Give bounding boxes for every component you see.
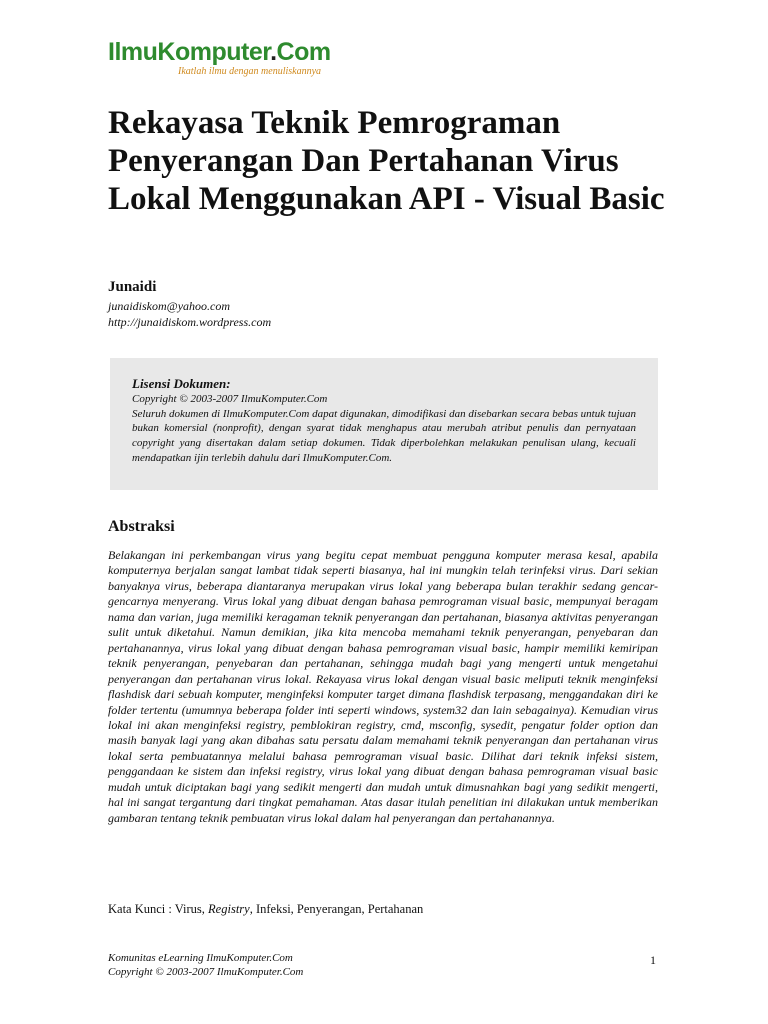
abstract-heading: Abstraksi bbox=[108, 518, 175, 535]
logo-wordmark bbox=[108, 38, 331, 66]
author-email: junaidiskom@yahoo.com bbox=[108, 299, 231, 313]
abstract-text: Belakangan ini perkembangan virus yang begitu cepat membuat pengguna komputer merasa kesal, apabila komputernya berjalan sangat lambat tidak seperti biasanya, hal ini mungkin telah terinfeksi virus. Dari sekian banyaknya virus, beberapa diantaranya merupakan virus lokal yang beberapa bulan terakhir sedang gencar-gencarnya menyerang. Virus lokal yang dibuat dengan bahasa pemrograman visual basic, mempunyai beragam nama dan varian, juga memiliki keragaman teknik penyerangan dan pertahanan, biasanya aktivitas penyerangan sulit untuk diketahui. Namun demikian, jika kita mencoba memahami teknik penyerangan, penyebaran dan pertahanannya, virus lokal yang dibuat dengan bahasa pemrograman visual basic, hampir memiliki kemiripan teknik penyerangan, penyebaran dan pertahanan, sehingga mudah bagi yang mengerti untuk mengetahui penyerangan dan pertahanan virus lokal. Rekayasa virus lokal dengan visual basic meliputi teknik menginfeksi flashdisk dari sebuah komputer, menginfeksi komputer target dimana flashdisk terpasang, menggandakan diri ke folder tertentu (umumnya beberapa folder inti seperti windows, system32 dan lain sebagainya). Kemudian virus lokal ini akan menginfeksi registry, pemblokiran registry, cmd, msconfig, sysedit, pengatur folder option dan masih banyak lagi yang akan dibahas satu persatu dalam memahami teknik penyerangan dan pertahanan virus lokal serta pembuatannya melalui bahasa pemrograman visual basic. Dilihat dari teknik infeksi sistem, penggandaan ke sistem dan infeksi registry, virus lokal yang dibuat dengan bahasa pemrograman visual basic mudah untuk diciptakan bagi yang sedikit mengerti dan mudah untuk dimusnahkan bagi yang sedikit mengerti, hal ini sangat tergantung dari tingkat pemahaman. Atas dasar itulah penelitian ini dilakukan untuk memberikan gambaran tentang teknik pembuatan virus lokal dalam hal penyerangan dan pertahanannya. bbox=[108, 548, 658, 825]
logo-dot: . bbox=[270, 38, 277, 66]
keywords bbox=[108, 902, 423, 917]
author-website: http://junaidiskom.wordpress.com bbox=[108, 315, 272, 329]
footer-copyright: Copyright © 2003-2007 IlmuKomputer.Com bbox=[108, 965, 304, 978]
author-name: Junaidi bbox=[108, 279, 157, 295]
page-footer bbox=[108, 952, 303, 979]
site-logo bbox=[108, 38, 331, 77]
logo-suffix: Com bbox=[276, 38, 331, 66]
page-number: 1 bbox=[650, 953, 656, 967]
keywords-italic-term: Registry bbox=[208, 902, 250, 916]
keywords-rest: , Infeksi, Penyerangan, Pertahanan bbox=[249, 902, 424, 916]
license-title: Lisensi Dokumen: bbox=[132, 376, 231, 391]
document-title: Rekayasa Teknik Pemrograman Penyerangan Dan Pertahanan Virus Lokal Menggunakan API - Visual Basic bbox=[108, 105, 665, 217]
logo-tagline: Ikatlah ilmu dengan menuliskannya bbox=[178, 66, 322, 77]
license-copyright: Copyright © 2003-2007 IlmuKomputer.Com bbox=[132, 393, 328, 405]
footer-community: Komunitas eLearning IlmuKomputer.Com bbox=[108, 952, 293, 964]
logo-brand: IlmuKomputer bbox=[108, 38, 271, 66]
license-body: Seluruh dokumen di IlmuKomputer.Com dapat digunakan, dimodifikasi dan disebarkan secara bebas untuk tujuan bukan komersial (nonprofit), dengan syarat tidak menghapus atau merubah atribut penulis dan pernyataan copyright yang disertakan dalam setiap dokumen. Tidak diperbolehkan melakukan penulisan ulang, kecuali mendapatkan ijin terlebih dahulu dari IlmuKomputer.Com. bbox=[132, 407, 636, 464]
keywords-label: Kata Kunci : Virus, bbox=[108, 902, 209, 916]
license-box bbox=[110, 358, 658, 490]
